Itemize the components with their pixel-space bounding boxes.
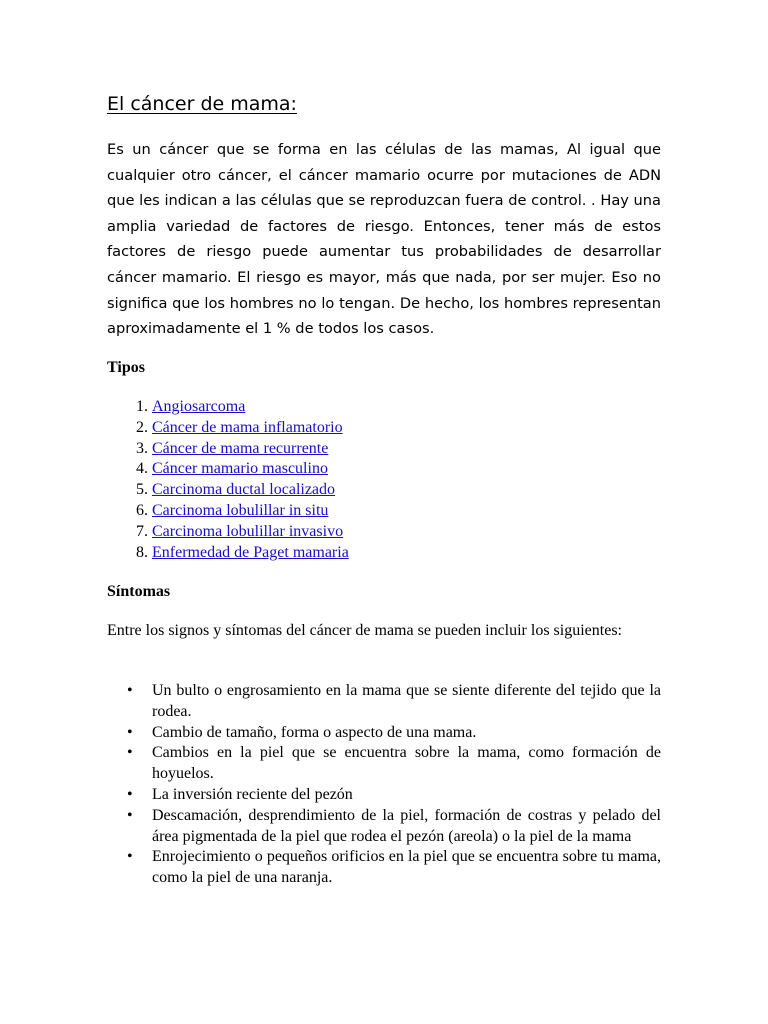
type-link-recurrente[interactable]: Cáncer de mama recurrente [152,439,329,457]
type-link-masculino[interactable]: Cáncer mamario masculino [152,460,328,478]
list-item [152,522,349,543]
type-link-paget[interactable]: Enfermedad de Paget mamaria [152,543,349,561]
list-item [152,439,349,460]
intro-paragraph: Es un cáncer que se forma en las células de las mamas, Al igual que cualquier otro cáncer, el cáncer mamario ocurre por mutaciones de ADN que les indican a las células que se reproduzcan fuera de control. . Hay una amplia variedad de factores de riesgo. Entonces, tener más de estos factores de riesgo puede aumentar tus probabilidades de desarrollar cáncer mamario. El riesgo es mayor, más que nada, por ser mujer. Eso no significa que los hombres no lo tengan. De hecho, los hombres representan aproximadamente el 1 % de todos los casos. [107,141,661,338]
symptoms-list [107,681,661,889]
type-link-lobulillar-in-situ[interactable]: Carcinoma lobulillar in situ [152,501,329,519]
list-item: • Enrojecimiento o pequeños orificios en la piel que se encuentra sobre tu mama, como la piel de una naranja. [152,847,661,889]
type-link-ductal-localizado[interactable]: Carcinoma ductal localizado [152,481,336,499]
list-item: • Descamación, desprendimiento de la piel, formación de costras y pelado del área pigmentada de la piel que rodea el pezón (areola) o la piel de la mama [152,806,661,848]
symptoms-intro: Entre los signos y síntomas del cáncer de mama se pueden incluir los siguientes: [107,622,622,639]
list-item [152,543,349,564]
list-item: • La inversión reciente del pezón [152,785,661,806]
types-list [107,397,349,563]
list-item [152,397,349,418]
list-item [152,501,349,522]
list-item: • Un bulto o engrosamiento en la mama que se siente diferente del tejido que la rodea. [152,681,661,723]
list-item: • Cambio de tamaño, forma o aspecto de una mama. [152,723,661,744]
type-link-lobulillar-invasivo[interactable]: Carcinoma lobulillar invasivo [152,522,344,540]
list-item [152,418,349,439]
type-link-angiosarcoma[interactable]: Angiosarcoma [152,398,246,415]
list-item: • Cambios en la piel que se encuentra sobre la mama, como formación de hoyuelos. [152,743,661,785]
document-title: El cáncer de mama: [107,93,297,115]
type-link-inflamatorio[interactable]: Cáncer de mama inflamatorio [152,418,343,436]
symptoms-heading: Síntomas [107,583,171,600]
list-item [152,459,349,480]
types-heading: Tipos [107,359,145,376]
list-item [152,480,349,501]
